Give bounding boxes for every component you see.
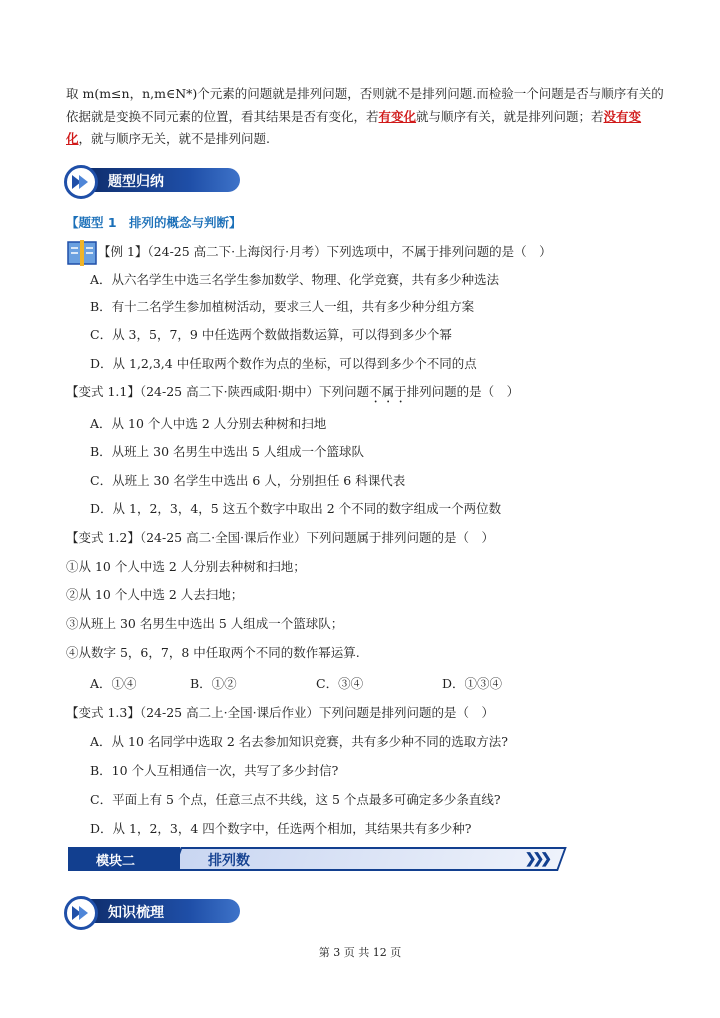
emphasis-changed: 有变化	[378, 109, 417, 124]
variant-1-2-choice-d: D．①③④	[442, 676, 503, 691]
variant-1-2-item-2: ②从 10 个人中选 2 人去扫地；	[66, 587, 244, 602]
example-1-stem: 【例 1】（24-25 高二下·上海闵行·月考）下列选项中，不属于排列问题的是（ ）	[98, 244, 552, 259]
example-1-option-c: C．从 3，5，7，9 中任选两个数做指数运算，可以得到多少个幂	[90, 327, 452, 342]
intro-line-1: 取 m(m≤n，n,m∈N*)个元素的问题就是排列问题，否则就不是排列问题.而检验一个问题是否与顺序有关的	[66, 86, 664, 101]
variant-1-3-stem: 【变式 1.3】（24-25 高二上·全国·课后作业）下列问题是排列问题的是（ ）	[66, 705, 495, 720]
book-icon	[66, 238, 98, 268]
variant-1-2-stem: 【变式 1.2】（24-25 高二·全国·课后作业）下列问题属于排列问题的是（ ）	[66, 530, 495, 545]
module-number: 模块二	[96, 854, 136, 869]
example-1-option-b: B．有十二名学生参加植树活动，要求三人一组，共有多少种分组方案	[90, 299, 475, 314]
example-1-option-a: A．从六名学生中选三名学生参加数学、物理、化学竞赛，共有多少种选法	[90, 272, 500, 287]
variant-1-1-option-a: A．从 10 个人中选 2 人分别去种树和扫地	[90, 416, 327, 431]
intro-line-2	[66, 108, 641, 126]
variant-1-2-item-4: ④从数字 5，6，7，8 中任取两个不同的数作幂运算.	[66, 645, 360, 660]
variant-1-1-option-d: D．从 1，2，3，4，5 这五个数字中取出 2 个不同的数字组成一个两位数	[90, 501, 502, 516]
play-arrow-icon	[64, 165, 98, 199]
variant-1-3-option-d: D．从 1，2，3，4 四个数字中，任选两个相加，其结果共有多少种?	[90, 821, 472, 836]
variant-1-2-choice-c: C．③④	[316, 676, 364, 691]
banner-title: 知识梳理	[108, 905, 164, 921]
intro-text: 依据就是变换不同元素的位置，看其结果是否有变化，若	[66, 109, 379, 124]
emphasis-unchanged: 没有变	[603, 109, 642, 124]
variant-1-3-option-b: B．10 个人互相通信一次，共写了多少封信?	[90, 763, 339, 778]
variant-1-2-choice-b: B．①②	[190, 676, 237, 691]
intro-line-3	[66, 130, 270, 148]
module-banner	[68, 847, 558, 871]
page-footer: 第 3 页 共 12 页	[318, 946, 402, 959]
play-arrow-icon	[64, 896, 98, 930]
banner-title: 题型归纳	[108, 174, 164, 190]
module-bar-left	[68, 847, 180, 871]
module-title: 排列数	[208, 853, 250, 869]
variant-1-1-option-b: B．从班上 30 名男生中选出 5 人组成一个篮球队	[90, 444, 364, 459]
intro-text: 就与顺序有关，就是排列问题；若	[416, 109, 604, 124]
variant-1-2-choice-a: A．①④	[90, 676, 137, 691]
variant-1-2-item-1: ①从 10 个人中选 2 人分别去种树和扫地；	[66, 559, 306, 574]
chevrons-icon: ❯❯❯	[524, 851, 548, 867]
section-banner-types	[64, 165, 244, 195]
stem-text: 【变式 1.1】（24-25 高二下·陕西咸阳·期中）下列问题	[66, 384, 370, 399]
emphasis-unchanged-tail: 化	[66, 131, 79, 146]
intro-text: ，就与顺序无关，就不是排列问题.	[78, 131, 270, 146]
variant-1-2-item-3: ③从班上 30 名男生中选出 5 人组成一个篮球队；	[66, 616, 344, 631]
variant-1-3-option-c: C．平面上有 5 个点，任意三点不共线，这 5 个点最多可确定多少条直线?	[90, 792, 501, 807]
example-1-option-d: D．从 1,2,3,4 中任取两个数作为点的坐标，可以得到多少个不同的点	[90, 356, 477, 371]
variant-1-1-option-c: C．从班上 30 名学生中选出 6 人，分别担任 6 科课代表	[90, 473, 406, 488]
emphasis-not-belong: 不属于	[369, 384, 407, 399]
variant-1-1-stem	[66, 383, 519, 406]
type-1-title: 【题型 1 排列的概念与判断】	[66, 215, 242, 230]
stem-text: 排列问题的是（ ）	[406, 384, 520, 399]
variant-1-3-option-a: A．从 10 名同学中选取 2 名去参加知识竞赛，共有多少种不同的选取方法?	[90, 734, 508, 749]
section-banner-knowledge	[64, 896, 244, 926]
